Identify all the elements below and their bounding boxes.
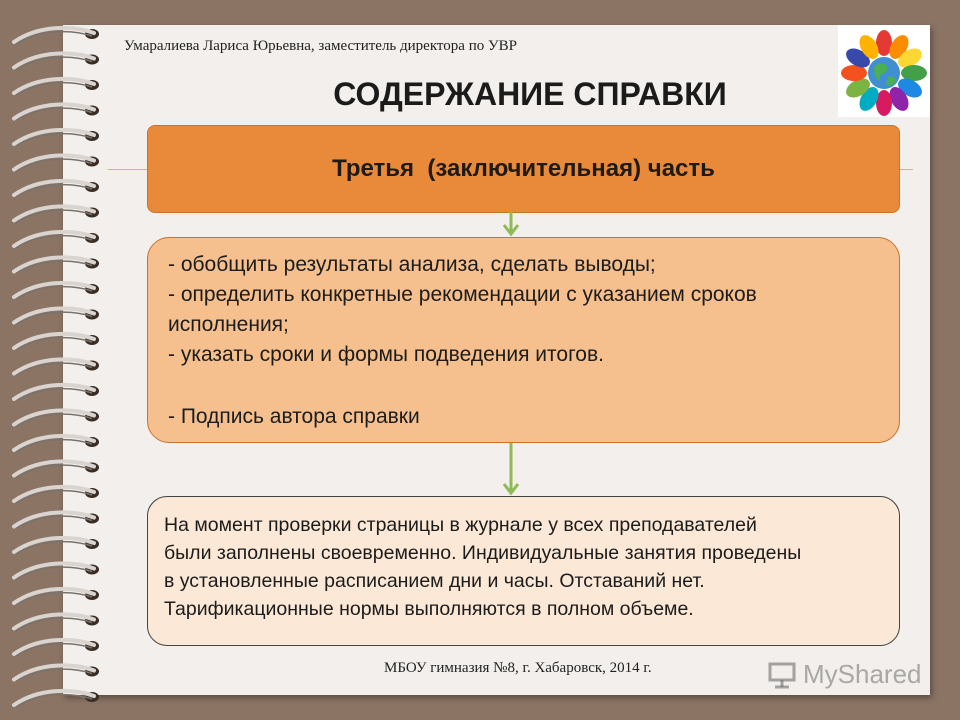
binding-ring — [14, 538, 94, 552]
binding-ring — [14, 589, 94, 603]
binding-ring — [14, 155, 94, 169]
binding-ring — [14, 359, 94, 373]
binding-ring — [14, 206, 94, 220]
binding-ring — [14, 334, 94, 348]
section-heading: Третья (заключительная) часть — [332, 155, 715, 182]
author-line: Умаралиева Лариса Юрьевна, заместитель директора по УВР — [124, 38, 517, 54]
binding-ring — [14, 410, 94, 424]
arrow-down-icon — [500, 443, 522, 497]
binding-ring — [14, 691, 94, 705]
binding-ring — [14, 436, 94, 450]
list-item: - обобщить результаты анализа, сделать выводы; — [168, 253, 656, 276]
binding-ring — [14, 665, 94, 679]
binding-ring — [14, 130, 94, 144]
page-title: СОДЕРЖАНИЕ СПРАВКИ — [333, 76, 727, 112]
example-text-box: На момент проверки страницы в журнале у всех преподавателей были заполнены своевременно. Индивидуальные занятия проведены в установленные расписанием дни и часы. Отставаний нет. Тарификационные нормы выполняются в полном объеме. — [147, 496, 900, 646]
binding-ring — [14, 563, 94, 577]
binding-ring — [14, 181, 94, 195]
list-item: - указать сроки и формы подведения итогов. — [168, 343, 604, 366]
binding-ring — [14, 257, 94, 271]
footer-text: МБОУ гимназия №8, г. Хабаровск, 2014 г. — [384, 660, 652, 676]
watermark-text: MyShared — [803, 658, 922, 689]
arrow-down-icon — [500, 212, 522, 238]
list-item: - Подпись автора справки — [168, 405, 420, 428]
binding-ring — [14, 232, 94, 246]
binding-ring — [14, 28, 94, 42]
binding-ring — [14, 512, 94, 526]
binding-ring — [14, 283, 94, 297]
watermark — [767, 657, 922, 691]
binding-ring — [14, 461, 94, 475]
binding-ring — [14, 308, 94, 322]
binding-ring — [14, 385, 94, 399]
section-heading-box — [147, 125, 900, 213]
binding-ring — [14, 487, 94, 501]
binding-ring — [14, 640, 94, 654]
list-item: - определить конкретные рекомендации с указанием сроков исполнения; — [168, 283, 757, 336]
binding-ring — [14, 53, 94, 67]
presentation-icon — [767, 659, 797, 689]
binding-ring — [14, 614, 94, 628]
requirements-list — [147, 237, 900, 443]
